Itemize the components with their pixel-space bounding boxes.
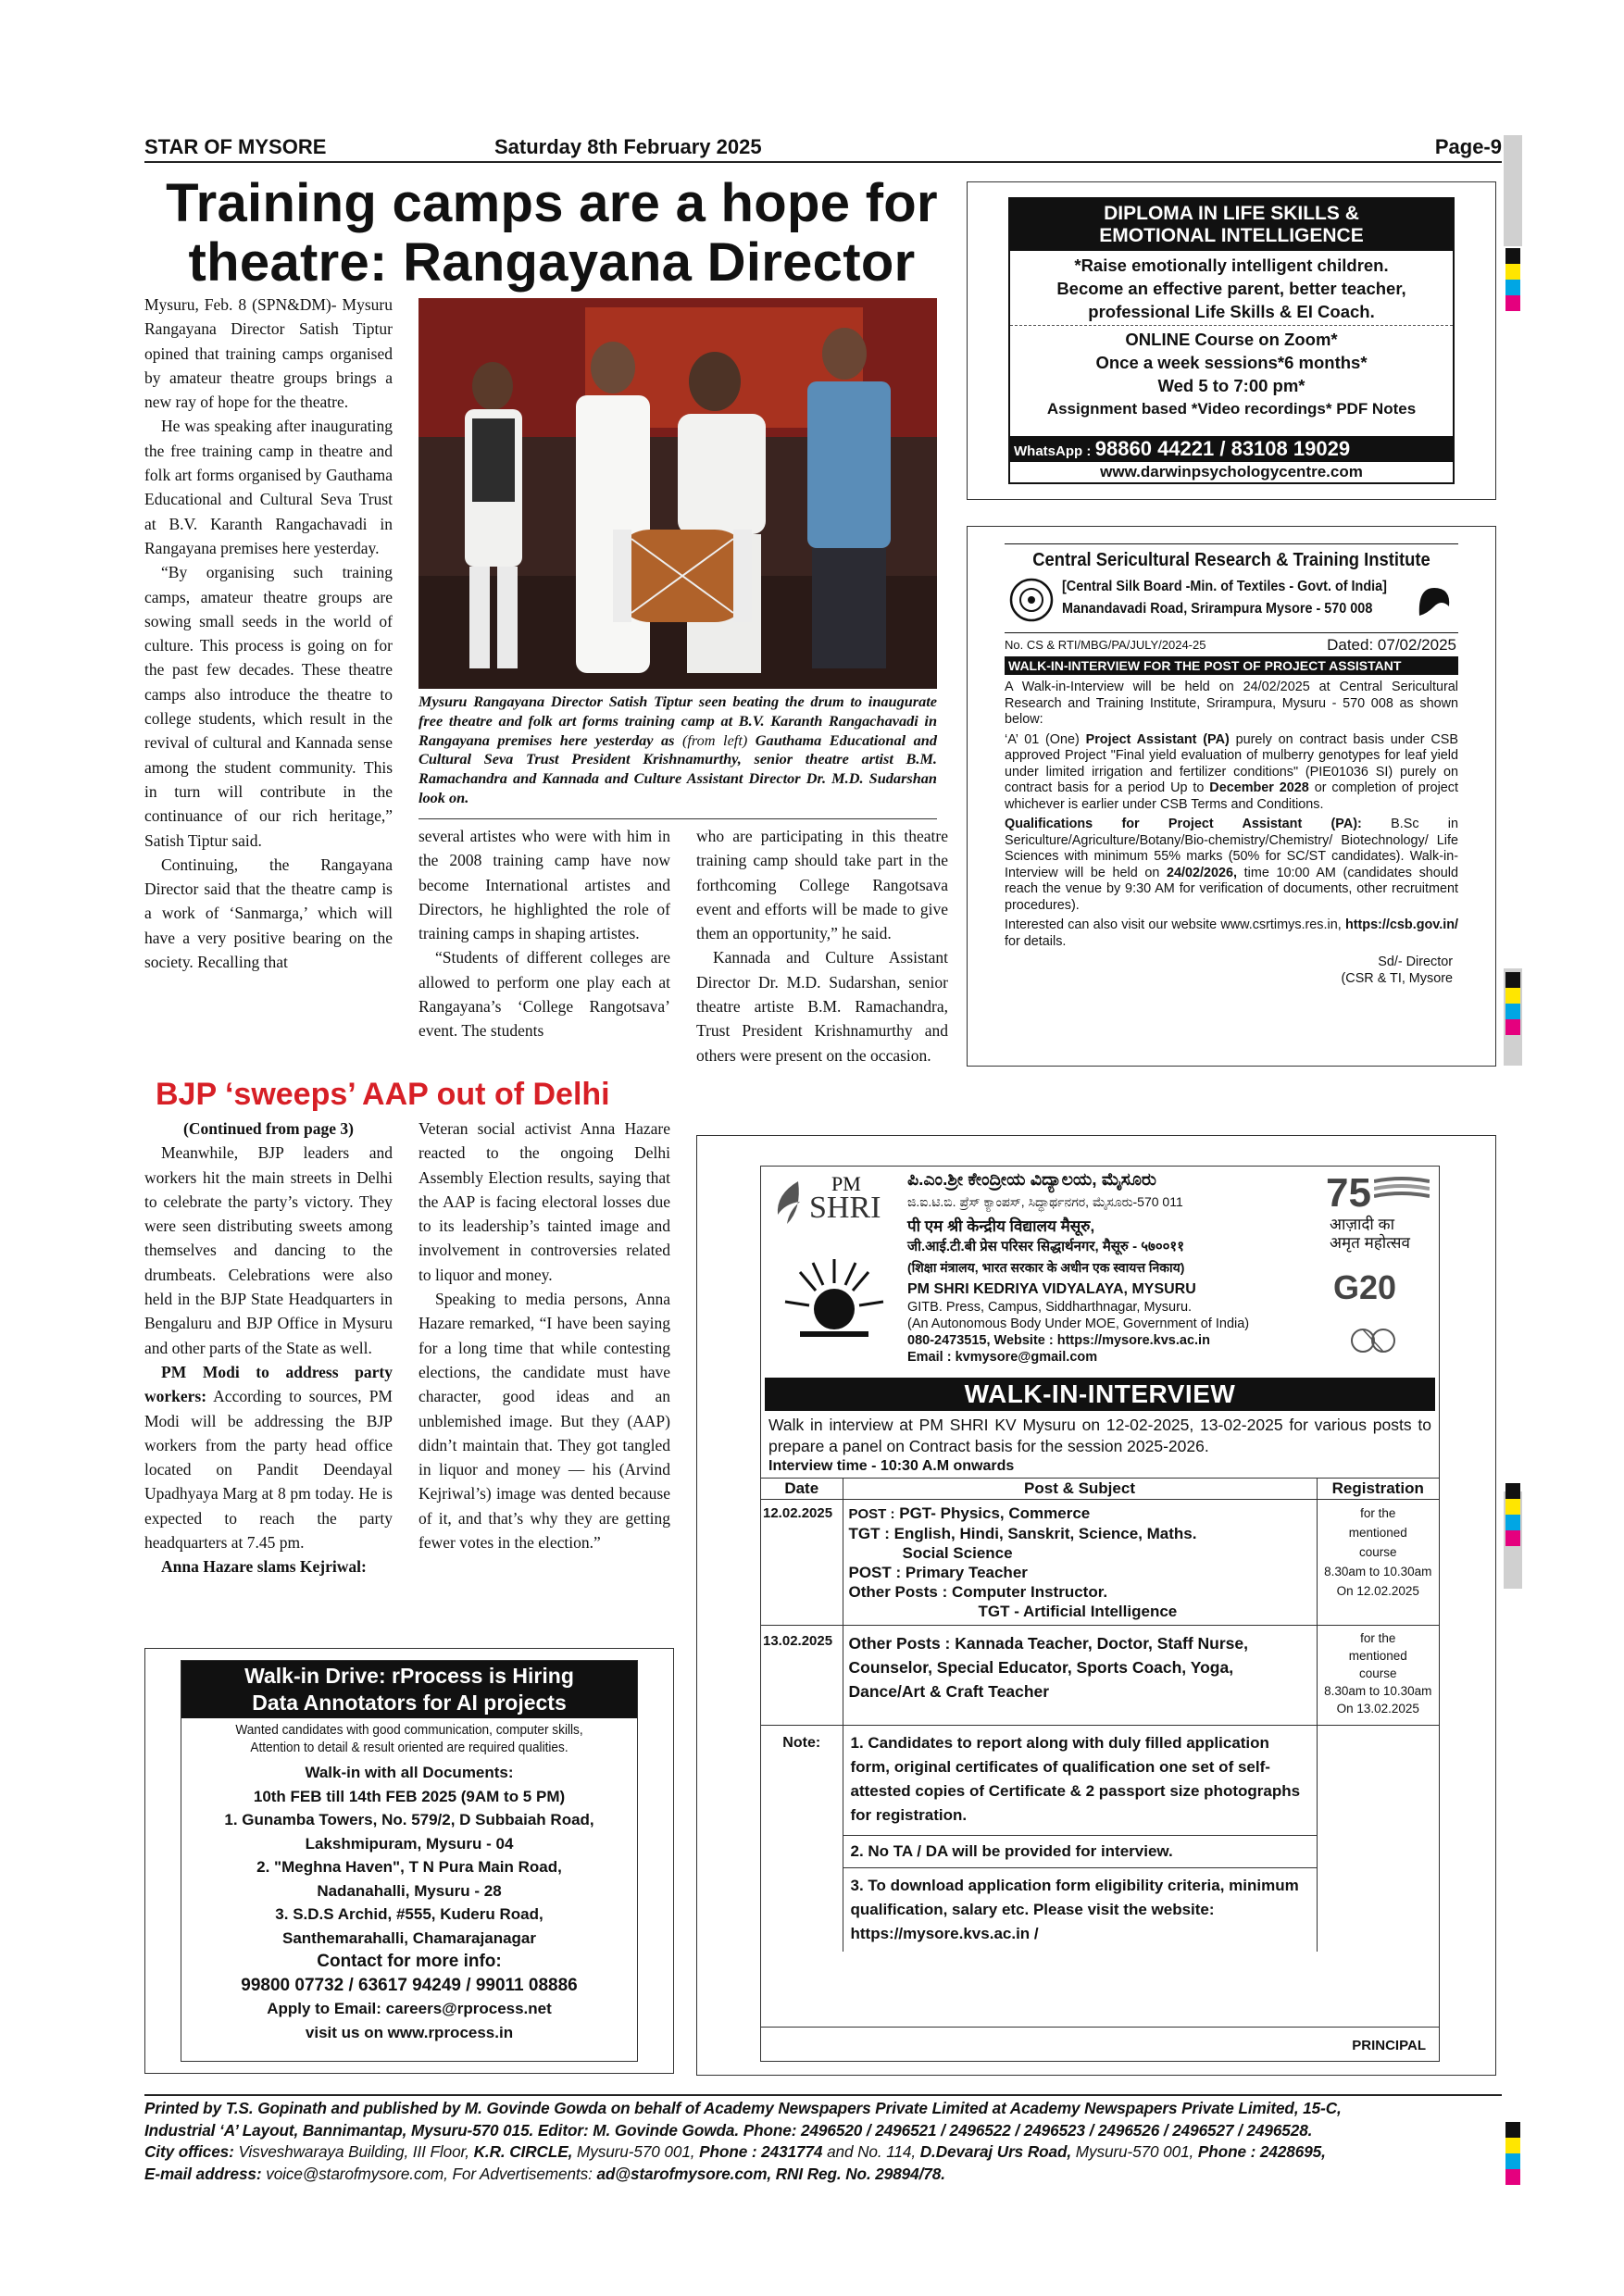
subheading: Anna Hazare slams Kejriwal: — [161, 1557, 367, 1577]
imprint-text: D.Devaraj Urs Road, — [919, 2142, 1072, 2162]
ad-line: Become an effective parent, better teacher, — [1056, 279, 1406, 298]
post-label: Other Posts : — [848, 1583, 948, 1601]
article-paragraph: He was speaking after inaugurating the free training camp in theatre and folk art forms organised by Gauthama Educational and Cultural Seva Trust at B.V. Karanth Rangachavadi in Rangayana premises here yesterday. — [144, 417, 393, 557]
csrti-sign-line: Sd/- Director — [1378, 955, 1453, 969]
article-photo — [418, 298, 937, 689]
headline-line: theatre: Rangayana Director — [188, 232, 916, 293]
imprint-text: Mysuru-570 001, — [1075, 2142, 1194, 2162]
table-header: Date — [761, 1479, 843, 1500]
reg-line: On 13.02.2025 — [1336, 1702, 1419, 1716]
rprocess-line: 3. S.D.S Archid, #555, Kuderu Road, — [275, 1905, 543, 1923]
csrti-sub1: [Central Silk Board -Min. of Textiles - Govt. of India] — [1062, 579, 1387, 594]
article-column-1 — [144, 293, 393, 974]
rprocess-details — [181, 1757, 637, 2044]
post-subjects: Physics, Commerce — [940, 1504, 1091, 1522]
ad-title-line: DIPLOMA IN LIFE SKILLS & — [1104, 203, 1359, 224]
ad-csrti — [967, 526, 1496, 1067]
kv-bottom-rule — [761, 2027, 1439, 2028]
csrti-text: December 2028 — [1209, 780, 1309, 795]
rprocess-line: Contact for more info: — [317, 1952, 502, 1971]
rprocess-title-line: Walk-in Drive: rProcess is Hiring — [244, 1664, 574, 1688]
registration-mark — [1505, 1483, 1520, 1546]
whatsapp-numbers: 98860 44221 / 83108 19029 — [1094, 437, 1351, 460]
post-subjects: Dance/Art & Craft Teacher — [848, 1682, 1050, 1701]
post-subjects: Computer Instructor. — [951, 1583, 1108, 1601]
post-subjects: Primary Teacher — [905, 1564, 1028, 1581]
post-label: PGT- — [899, 1504, 936, 1522]
post-subjects: TGT - Artificial Intelligence — [978, 1603, 1178, 1620]
continued-note: (Continued from page 3) — [183, 1119, 354, 1138]
imprint-text: ad@starofmysore.com, — [596, 2164, 772, 2183]
post-label: POST : — [848, 1506, 895, 1522]
pm-shri-emblem-icon — [772, 1178, 804, 1228]
csrti-text: Qualifications for Project Assistant (PA): — [1005, 817, 1362, 831]
issue-date: Saturday 8th February 2025 — [494, 135, 762, 158]
rprocess-line: Nadanahalli, Mysuru - 28 — [317, 1881, 502, 1900]
rprocess-line: visit us on www.rprocess.in — [305, 2023, 514, 2041]
imprint-text: E-mail address: — [144, 2164, 262, 2183]
article-paragraph: “Students of different colleges are allowed to perform one play each at Rangayana’s ‘College Rangotsava’ event. The students — [418, 948, 670, 1041]
imprint-text: Visveshwaraya Building, III Floor, — [238, 2142, 469, 2162]
pm-label: PM — [831, 1172, 861, 1195]
csrti-dated: Dated: 07/02/2025 — [1327, 636, 1456, 654]
photo-illustration — [418, 298, 937, 689]
article-paragraph: Kannada and Culture Assistant Director Dr. M.D. Sudarshan, senior theatre artiste B.M. Ramachandra, Trust President Krishnamurthy and others were present on the occasion. — [696, 948, 948, 1065]
article-paragraph: Speaking to media persons, Anna Hazare remarked, “I have been saying for a long time that while contesting elections, the candidate must have character, good ideas and an unblemished image. But they (AAP) didn’t maintain that. They got tangled in liquor and money — his (Arvind Kejriwal’s) image was dented because of it, and that’s why they are getting fewer votes in the election.” — [418, 1290, 670, 1553]
kv-time: Interview time - 10:30 A.M onwards — [768, 1458, 1015, 1474]
whatsapp-bar — [1010, 436, 1453, 462]
caption-text: Mysuru Rangayana Director Satish Tiptur seen beating the drum to inaugurate free theatre and folk art forms training camp at B.V. Karanth Rangachavadi in Rangayana premises here yesterday as — [418, 693, 937, 749]
imprint-line: Printed by T.S. Gopinath and published by M. Govinde Gowda on behalf of Academy Newspapers Private Limited at Academy Newspapers Private Limited, 15-C, — [144, 2099, 1342, 2117]
imprint-line: Industrial ‘A’ Layout, Bannimantap, Mysuru-570 015. Editor: M. Govinde Gowda. Phone: 2496520 / 2496521 / 2496522 / 2496523 / 2496526 / 2496527 / 2496528. — [144, 2120, 1313, 2140]
margin-strip — [1504, 135, 1522, 2116]
flag-icon — [1374, 1176, 1430, 1207]
ad-line: Assignment based *Video recordings* PDF Notes — [1046, 400, 1417, 418]
rprocess-line: 2. "Meghna Haven", T N Pura Main Road, — [256, 1858, 562, 1876]
imprint-text: and No. 114, — [827, 2142, 917, 2162]
ad-rprocess — [144, 1648, 674, 2074]
ad-line: Wed 5 to 7:00 pm* — [1157, 376, 1305, 395]
rprocess-line: Walk-in with all Documents: — [305, 1764, 514, 1781]
azadi-number: 75 — [1326, 1170, 1371, 1216]
rprocess-line: Wanted candidates with good communication, computer skills, — [235, 1723, 583, 1738]
csrti-text: Project Assistant (PA) — [1085, 731, 1230, 747]
article-paragraph: several artistes who were with him in the 2008 training camp have now become International artistes and Directors, he highlighted the role of training camps in shaping artistes. — [418, 827, 670, 943]
csrti-text: for details. — [1005, 933, 1067, 949]
table-header: Registration — [1331, 1479, 1424, 1497]
imprint-text: Mysuru-570 001, — [576, 2142, 695, 2162]
csrti-signature — [1005, 954, 1458, 987]
shri-label: SHRI — [809, 1191, 881, 1225]
rprocess-line: 10th FEB till 14th FEB 2025 (9AM to 5 PM) — [253, 1787, 566, 1805]
article-column-2 — [418, 824, 670, 1043]
csrti-text: https://csb.gov.in/ — [1344, 917, 1458, 932]
kv-english-name: PM SHRI KEDRIYA VIDYALAYA, MYSURU — [907, 1281, 1196, 1297]
rprocess-line: Apply to Email: careers@rprocess.net — [267, 2000, 552, 2017]
post-subjects: English, Hindi, Sanskrit, Science, Maths. — [893, 1525, 1197, 1542]
kv-hindi-name: पी एम श्री केन्द्रीय विद्यालय मैसूरु, — [907, 1217, 1095, 1235]
csb-emblem-icon — [1008, 577, 1055, 623]
reg-line: 8.30am to 10.30am — [1324, 1565, 1432, 1578]
reg-line: On 12.02.2025 — [1336, 1584, 1419, 1598]
rprocess-line: 1. Gunamba Towers, No. 579/2, D Subbaiah Road, — [224, 1811, 594, 1828]
imprint-text: For Advertisements: — [452, 2164, 593, 2183]
csrti-ref: No. CS & RTI/MBG/PA/JULY/2024-25 — [1005, 638, 1206, 652]
note-item: 2. No TA / DA will be provided for interview. — [843, 1836, 1317, 1868]
swachh-bharat-icon — [1350, 1322, 1396, 1359]
bjp-column-2 — [418, 1117, 670, 1554]
page-header — [144, 135, 1502, 161]
azadi-logo — [1320, 1170, 1431, 1254]
csrti-text: time 10:00 AM (candidates should reach the venue by 9:30 AM for verification of documents, other recruitment procedures). — [1005, 865, 1458, 913]
ad-diploma-body — [1010, 251, 1453, 420]
kv-email: Email : kvmysore@gmail.com — [907, 1350, 1098, 1365]
table-row — [761, 1500, 1439, 1626]
g20-logo: G20 — [1332, 1268, 1396, 1306]
rprocess-wanted — [195, 1718, 623, 1757]
caption-rule — [418, 818, 937, 819]
main-headline — [144, 174, 959, 293]
csrti-text: B.Sc in Sericulture/Agriculture/Botany/Bio-chemistry/Chemistry/ Biotechnology/ Life Sciences with minimum 55% marks (50% for SC/ST candidates). Walk-in-Interview will be held on — [1005, 817, 1459, 880]
pm-shri-logo — [772, 1170, 894, 1237]
registration-mark — [1505, 972, 1520, 1035]
silk-mark-icon — [1414, 579, 1455, 625]
csrti-title: Central Sericultural Research & Training Institute — [1032, 550, 1430, 570]
csrti-text: Interested can also visit our website www.csrtimys.res.in, — [1005, 917, 1342, 932]
kv-phone: 080-2473515, Website : https://mysore.kvs.ac.in — [907, 1333, 1210, 1348]
whatsapp-label: WhatsApp : — [1014, 443, 1092, 459]
ad-title-line: EMOTIONAL INTELLIGENCE — [1099, 225, 1364, 246]
imprint-text: Phone : 2431774 — [699, 2142, 823, 2162]
registration-mark — [1505, 248, 1520, 311]
dashed-divider — [1010, 325, 1453, 326]
ad-website: www.darwinpsychologycentre.com — [1100, 463, 1363, 480]
header-rule — [144, 161, 1502, 163]
table-header: Post & Subject — [843, 1479, 1317, 1500]
reg-line: for the — [1360, 1506, 1396, 1520]
article-paragraph: Mysuru, Feb. 8 (SPN&DM)- Mysuru Rangayana Director Satish Tiptur opined that training camps organised by amateur theatre groups brings a new ray of hope for the theatre. — [144, 295, 393, 412]
ad-kv — [696, 1135, 1496, 2076]
rprocess-line: Lakshmipuram, Mysuru - 04 — [305, 1834, 514, 1853]
caption-text: (from left) — [681, 730, 748, 749]
article-paragraph: Continuing, the Rangayana Director said that the theatre camp is a work of ‘Sanmarga,’ which will have a very positive bearing on the society. Recalling that — [144, 855, 393, 972]
imprint — [144, 2098, 1505, 2185]
ad-line: professional Life Skills & EI Coach. — [1088, 302, 1375, 321]
rprocess-title — [181, 1661, 637, 1718]
ad-line: *Raise emotionally intelligent children. — [1074, 256, 1389, 275]
csrti-sign-line: (CSR & TI, Mysore — [1341, 971, 1453, 986]
ad-diploma — [967, 181, 1496, 500]
table-row — [761, 1726, 1439, 1836]
kv-hindi-body: (शिक्षा मंत्रालय, भारत सरकार के अधीन एक स्वायत्त निकाय) — [907, 1260, 1185, 1275]
csrti-sub2: Manandavadi Road, Srirampura Mysore - 570 008 — [1062, 601, 1373, 617]
kv-address-2: (An Autonomous Body Under MOE, Government of India) — [907, 1316, 1250, 1331]
article-paragraph: who are participating in this theatre training camp should take part in the forthcoming College Rangotsava event and efforts will be made to give them an opportunity,” he said. — [696, 827, 948, 943]
csrti-text: or completion of project whichever is earlier under CSB Terms and Conditions. — [1005, 780, 1459, 812]
registration-mark — [1505, 2122, 1520, 2185]
imprint-text: RNI Reg. No. 29894/78. — [775, 2164, 945, 2183]
imprint-text: K.R. CIRCLE, — [473, 2142, 573, 2162]
csrti-body — [1005, 680, 1458, 950]
bjp-headline: BJP ‘sweeps’ AAP out of Delhi — [156, 1077, 610, 1112]
reg-line: mentioned — [1348, 1649, 1407, 1663]
imprint-text: Phone : 2428695, — [1197, 2142, 1326, 2162]
note-item: 3. To download application form eligibility criteria, minimum qualification, salary etc. Please visit the website: https://mysore.kvs.ac.in / — [843, 1868, 1317, 1953]
rprocess-title-line: Data Annotators for AI projects — [252, 1691, 567, 1715]
kv-sun-emblem-icon — [781, 1255, 887, 1344]
post-subjects: Social Science — [902, 1544, 1013, 1562]
photo-caption — [418, 693, 937, 808]
rprocess-line: Attention to detail & result oriented are required qualities. — [250, 1741, 568, 1755]
article-paragraph: Meanwhile, BJP leaders and workers hit the main streets in Delhi to celebrate the party’s victory. They were seen distributing sweets among themselves and dancing to the drumbeats. Celebrations were also held in the BJP State Headquarters in Bengaluru and BJP Office in Mysuru and other parts of the State as well. — [144, 1143, 393, 1357]
table-row — [761, 1626, 1439, 1726]
ad-diploma-title — [1010, 199, 1453, 251]
reg-line: 8.30am to 10.30am — [1324, 1684, 1432, 1698]
note-label: Note: — [761, 1726, 843, 1953]
caption-text: Gauthama Educational and Cultural Seva Trust President Krishnamurthy, senior theatre artist B.M. Ramachandra and Kannada and Culture Assistant Director Dr. M.D. Sudarshan look on. — [418, 730, 937, 806]
csrti-text: ‘A’ 01 (One) — [1005, 731, 1080, 747]
csrti-text: 24/02/2026, — [1166, 865, 1238, 880]
subheading: PM Modi to address party workers: — [144, 1362, 393, 1406]
kv-address-1: GITB. Press, Campus, Siddharthnagar, Mysuru. — [907, 1300, 1193, 1315]
row-registration — [1317, 1500, 1439, 1626]
article-column-3 — [696, 824, 948, 1067]
imprint-text: City offices: — [144, 2142, 234, 2162]
reg-line: course — [1358, 1545, 1397, 1559]
headline-line: Training camps are a hope for — [166, 173, 938, 233]
article-paragraph: According to sources, PM Modi will be addressing the BJP workers from the party head office located on Pandit Deendayal Upadhyaya Marg at 8 pm today. He is expected to reach the party headquarters at 7.45 pm. — [144, 1387, 393, 1553]
page-number: Page-9 — [1434, 135, 1502, 158]
post-label: TGT : — [848, 1525, 890, 1542]
reg-line: course — [1358, 1666, 1397, 1680]
article-paragraph: Veteran social activist Anna Hazare reacted to the ongoing Delhi Assembly Election results, saying that the AAP is facing electoral losses due to its leadership’s tainted image and involvement in controversies related to liquor and money. — [418, 1119, 670, 1284]
ad-line: ONLINE Course on Zoom* — [1125, 330, 1338, 349]
post-label: POST : — [848, 1564, 902, 1581]
row-date: 12.02.2025 — [761, 1500, 843, 1626]
article-paragraph: “By organising such training camps, amateur theatre groups are sowing small seeds in the world of culture. This process is going on for the past few decades. These theatre camps also introduce the theatre to college students, which result in the revival of cultural and Kannada sense among the student community. This in turn will contribute in the continuance of our rich heritage,” Satish Tiptur said. — [144, 563, 393, 850]
footer-rule — [144, 2094, 1502, 2096]
azadi-line: आज़ादी का — [1330, 1216, 1395, 1233]
kv-kannada-name: ಪಿ.ಎಂ.ಶ್ರೀ ಕೇಂದ್ರೀಯ ವಿದ್ಯಾಲಯ, ಮೈಸೂರು — [907, 1170, 1156, 1190]
kv-intro: Walk in interview at PM SHRI KV Mysuru on 12-02-2025, 13-02-2025 for various posts to prepare a panel on Contract basis for the session 2025-2026. — [768, 1416, 1431, 1455]
rprocess-line: 99800 07732 / 63617 94249 / 99011 08886 — [241, 1975, 578, 1995]
paper-name: STAR OF MYSORE — [144, 135, 327, 158]
imprint-text: voice@starofmysore.com, — [266, 2164, 448, 2183]
kv-kannada-address: ಜಿ.ಐ.ಟಿ.ಬಿ. ಪ್ರೆಸ್ ಕ್ಯಾಂಪಸ್, ಸಿದ್ಧಾರ್ಥನಗರ, ಮೈಸೂರು-570 011 — [907, 1194, 1183, 1209]
bjp-column-1 — [144, 1117, 393, 1579]
csrti-paragraph: A Walk-in-Interview will be held on 24/02/2025 at Central Sericultural Research and Training Institute, Srirampura, Mysuru - 570 008 as shown below: — [1005, 680, 1458, 727]
kv-principal: PRINCIPAL — [1352, 2038, 1426, 2053]
post-subjects: Counselor, Special Educator, Sports Coach, Yoga, — [848, 1658, 1234, 1677]
kv-banner: WALK-IN-INTERVIEW — [765, 1378, 1435, 1411]
reg-line: mentioned — [1348, 1526, 1407, 1540]
row-registration — [1317, 1626, 1439, 1726]
ad-line: Once a week sessions*6 months* — [1095, 353, 1368, 372]
reg-line: for the — [1360, 1631, 1396, 1645]
csrti-text: purely on contract basis under CSB approved Project "Final yield evaluation of mulberry genotypes for leaf yield under limited irrigation and fertilizer conditions" (PIE01036 SI) purely on contract basis for a period Up to — [1005, 731, 1458, 795]
row-date: 13.02.2025 — [761, 1626, 843, 1726]
post-label: Other Posts : — [848, 1634, 951, 1653]
kv-posts-table — [761, 1478, 1439, 1952]
kv-hindi-address: जी.आई.टी.बी प्रेस परिसर सिद्धार्थनगर, मैसूरु - ५७००११ — [907, 1239, 1185, 1254]
rprocess-line: Santhemarahalli, Chamarajanagar — [281, 1928, 536, 1947]
post-subjects: Kannada Teacher, Doctor, Staff Nurse, — [955, 1634, 1248, 1653]
note-item: 1. Candidates to report along with duly filled application form, original certificates of qualification one set of self-attested copies of Certificate & 2 passport size photographs for registration. — [843, 1726, 1317, 1836]
csrti-banner: WALK-IN-INTERVIEW FOR THE POST OF PROJECT ASSISTANT — [1005, 656, 1458, 675]
azadi-line: अमृत महोत्सव — [1330, 1234, 1410, 1252]
